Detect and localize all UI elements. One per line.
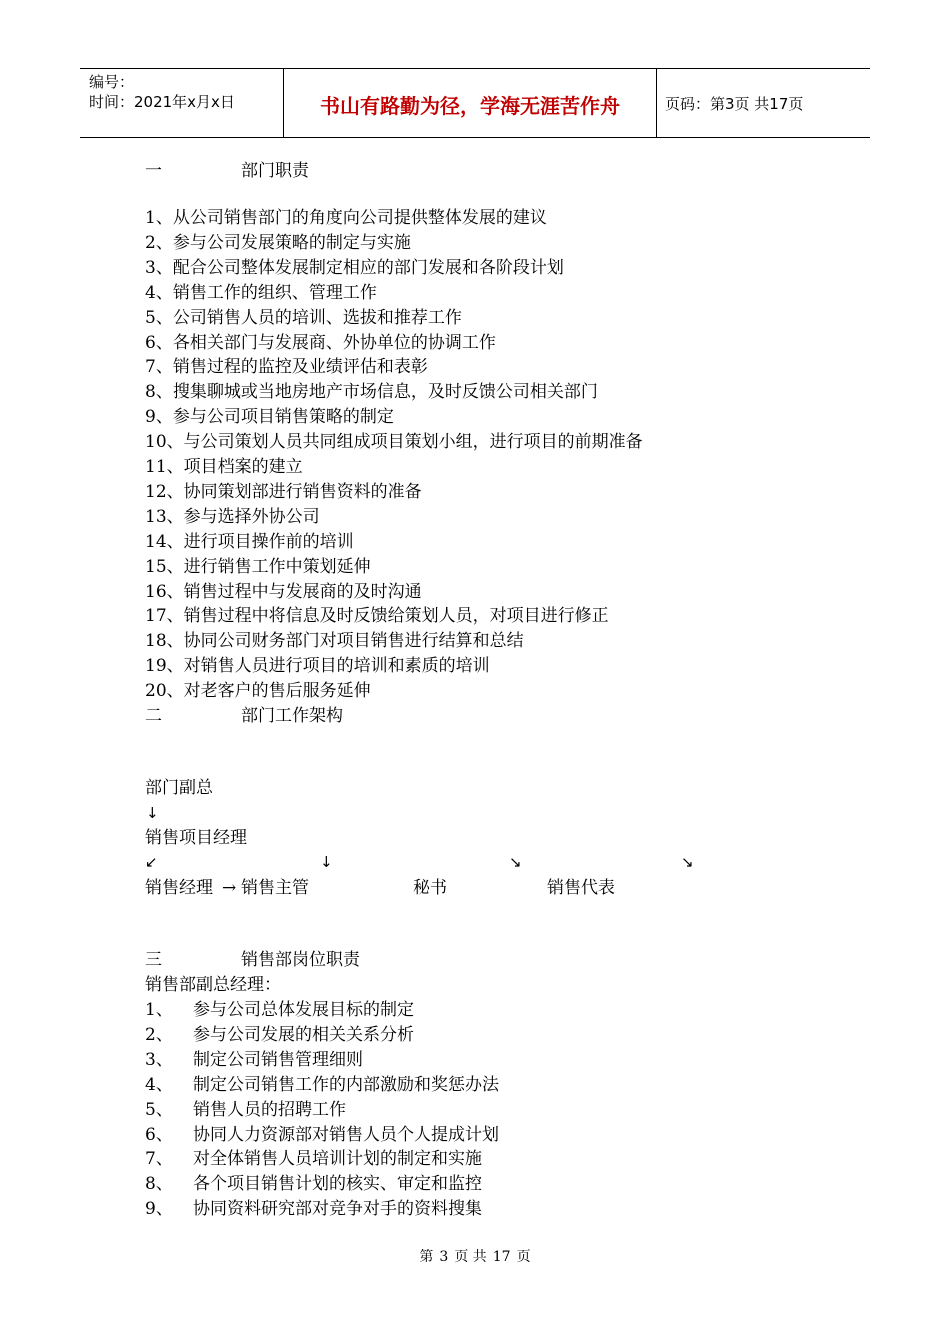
section1-item: 18、协同公司财务部门对项目销售进行结算和总结 xyxy=(145,631,524,652)
section3-title: 销售部岗位职责 xyxy=(241,950,360,970)
section3-item-text: 协同人力资源部对销售人员个人提成计划 xyxy=(193,1124,499,1145)
arrow-down-icon: ↓ xyxy=(146,804,159,822)
arrow-right-icon: → xyxy=(222,878,237,898)
section1-item: 7、销售过程的监控及业绩评估和表彰 xyxy=(145,357,428,378)
footer-prefix: 第 xyxy=(419,1249,434,1265)
section3-number: 三 xyxy=(145,950,162,970)
page-footer xyxy=(0,1246,950,1266)
page-header xyxy=(80,68,870,138)
section2-title: 部门工作架构 xyxy=(241,706,343,726)
section1-item: 10、与公司策划人员共同组成项目策划小组，进行项目的前期准备 xyxy=(145,432,643,453)
section1-item: 15、进行销售工作中策划延伸 xyxy=(145,556,371,577)
section3-item xyxy=(145,999,414,1021)
section1-item: 8、搜集聊城或当地房地产市场信息，及时反馈公司相关部门 xyxy=(145,382,598,403)
section1-item: 6、各相关部门与发展商、外协单位的协调工作 xyxy=(145,332,496,353)
org-node-sales-rep: 销售代表 xyxy=(547,878,615,898)
section3-item-number: 6、 xyxy=(145,1124,173,1145)
section3-item-number: 9、 xyxy=(145,1199,173,1220)
section3-item-text: 参与公司总体发展目标的制定 xyxy=(193,1000,414,1020)
section3-item-text: 制定公司销售管理细则 xyxy=(193,1049,363,1070)
section1-title: 部门职责 xyxy=(241,161,309,181)
section1-item: 3、配合公司整体发展制定相应的部门发展和各阶段计划 xyxy=(145,257,564,278)
section3-item xyxy=(145,1074,499,1096)
org-node-sales-manager: 销售经理 xyxy=(145,878,213,898)
section1-item: 1、从公司销售部门的角度向公司提供整体发展的建议 xyxy=(145,208,547,228)
org-node-secretary: 秘书 xyxy=(413,878,447,898)
section1-item: 12、协同策划部进行销售资料的准备 xyxy=(145,481,422,502)
footer-page: 3 xyxy=(439,1249,449,1265)
page-info: 页码：第3页 共17页 xyxy=(665,95,804,113)
section1-item: 2、参与公司发展策略的制定与实施 xyxy=(145,232,411,253)
section3-item-text: 对全体销售人员培训计划的制定和实施 xyxy=(193,1149,482,1170)
section1-item: 19、对销售人员进行项目的培训和素质的培训 xyxy=(145,656,490,677)
org-node-vice-director: 部门副总 xyxy=(145,778,213,798)
section3-item-number: 2、 xyxy=(145,1024,173,1045)
date-label: 时间：2021年x月x日 xyxy=(89,93,235,111)
section3-item xyxy=(145,1198,482,1220)
section1-item: 20、对老客户的售后服务延伸 xyxy=(145,681,371,702)
section1-item: 9、参与公司项目销售策略的制定 xyxy=(145,407,394,428)
section3-subtitle: 销售部副总经理： xyxy=(145,975,281,995)
section1-item: 14、进行项目操作前的培训 xyxy=(145,531,354,552)
section3-item-number: 3、 xyxy=(145,1049,173,1070)
document-number-label: 编号： xyxy=(89,73,135,91)
arrow-southeast-icon: ↘ xyxy=(509,853,522,871)
section1-item: 17、销售过程中将信息及时反馈给策划人员，对项目进行修正 xyxy=(145,606,609,627)
section3-item xyxy=(145,1148,482,1170)
section1-item: 13、参与选择外协公司 xyxy=(145,506,320,527)
section3-item-text: 参与公司发展的相关关系分析 xyxy=(193,1024,414,1045)
section1-heading xyxy=(145,160,309,182)
section1-item: 5、公司销售人员的培训、选拔和推荐工作 xyxy=(145,307,462,328)
header-left-cell xyxy=(80,69,283,137)
section3-item-number: 7、 xyxy=(145,1149,173,1170)
section1-number: 一 xyxy=(145,161,162,181)
section1-item: 16、销售过程中与发展商的及时沟通 xyxy=(145,581,422,602)
arrow-southwest-icon: ↙ xyxy=(145,853,158,871)
section3-item-text: 销售人员的招聘工作 xyxy=(193,1099,346,1120)
footer-total: 17 xyxy=(492,1249,511,1265)
section2-heading xyxy=(145,705,343,727)
section3-item-text: 制定公司销售工作的内部激励和奖惩办法 xyxy=(193,1074,499,1095)
section3-item-text: 协同资料研究部对竞争对手的资料搜集 xyxy=(193,1199,482,1220)
arrow-southeast-icon: ↘ xyxy=(681,853,694,871)
section3-item-number: 5、 xyxy=(145,1099,173,1120)
section3-item xyxy=(145,1049,363,1071)
header-motto-cell xyxy=(283,69,657,137)
org-node-sales-supervisor: 销售主管 xyxy=(241,878,309,898)
section2-number: 二 xyxy=(145,706,162,726)
footer-suffix: 页 xyxy=(516,1249,531,1265)
header-right-cell xyxy=(656,69,870,137)
section3-item-number: 8、 xyxy=(145,1174,173,1195)
section3-item-number: 4、 xyxy=(145,1074,173,1095)
section3-item xyxy=(145,1024,414,1046)
org-node-project-manager: 销售项目经理 xyxy=(145,828,247,848)
section3-item xyxy=(145,1173,482,1195)
section3-item xyxy=(145,1124,499,1146)
section3-heading xyxy=(145,949,360,971)
arrow-down-icon: ↓ xyxy=(320,853,333,871)
section3-item-number: 1、 xyxy=(145,1000,173,1020)
footer-mid: 页 共 xyxy=(454,1249,487,1265)
motto-text: 书山有路勤为径，学海无涯苦作舟 xyxy=(320,94,620,118)
section3-item-text: 各个项目销售计划的核实、审定和监控 xyxy=(193,1174,482,1195)
section1-item: 11、项目档案的建立 xyxy=(145,457,303,477)
section1-item: 4、销售工作的组织、管理工作 xyxy=(145,282,377,303)
section3-item xyxy=(145,1099,346,1121)
